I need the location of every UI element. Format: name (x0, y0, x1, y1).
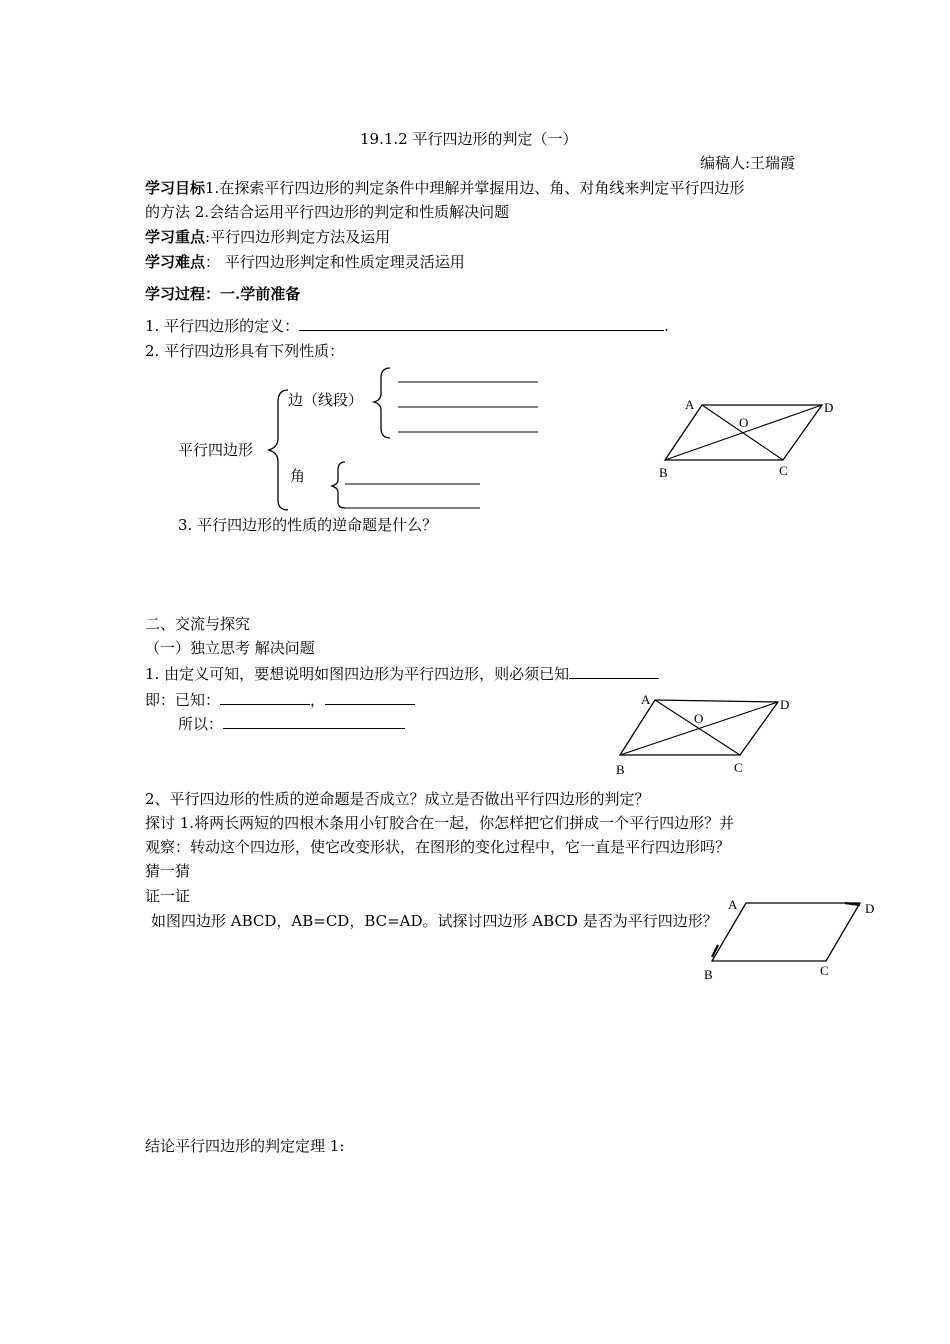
properties-question: 2. 平行四边形具有下列性质： (145, 342, 345, 360)
goals-text-2: 的方法 2.会结合运用平行四边形的判定和性质解决问题 (145, 203, 510, 221)
difficulty-label: 学习难点 (145, 253, 206, 271)
difficulty-text: ： 平行四边形判定和性质定理灵活运用 (205, 253, 465, 271)
vertex-label-c: C (734, 760, 743, 775)
therefore-label: 所以： (178, 715, 224, 733)
center-label-o: O (694, 711, 704, 726)
vertex-label-a: A (728, 897, 738, 912)
parallelogram-figure-2 (610, 690, 800, 782)
tree-side-label: 边（线段） (288, 391, 364, 409)
section-2-sub1: （一）独立思考 解决问题 (145, 639, 315, 657)
converse-question: 3. 平行四边形的性质的逆命题是什么？ (178, 516, 438, 534)
item-1-text: 1. 由定义可知，要想说明如图四边形为平行四边形，则必须已知 (145, 665, 570, 683)
known-label: 即：已知： (145, 691, 221, 709)
definition-label: 1. 平行四边形的定义： (145, 317, 300, 335)
tree-angle-label: 角 (290, 467, 306, 485)
explore-line-2: 观察：转动这个四边形，使它改变形状，在图形的变化过程中，它一直是平行四边形吗？ (145, 838, 731, 856)
focus-label: 学习重点 (145, 228, 206, 246)
process-heading: 学习过程：一.学前准备 (145, 285, 301, 303)
conclusion-label: 结论平行四边形的判定定理 1: (145, 1137, 345, 1155)
section-2-heading: 二、交流与探究 (145, 615, 251, 633)
known-blank-2[interactable] (325, 690, 415, 705)
item-1 (145, 664, 659, 684)
problem-statement: 如图四边形 ABCD，AB=CD，BC=AD。试探讨四边形 ABCD 是否为平行四边形？ (151, 912, 718, 930)
vertex-label-b: B (659, 465, 668, 480)
explore-line-1: 探讨 1.将两长两短的四根木条用小钉胶合在一起，你怎样把它们拼成一个平行四边形？并 (145, 814, 735, 832)
diagonal-bd (665, 405, 822, 460)
parallelogram-figure-1 (655, 395, 835, 485)
focus-text: :平行四边形判定方法及运用 (205, 228, 391, 246)
diagonal-bd (620, 702, 778, 755)
therefore-line (178, 714, 405, 734)
vertex-label-a: A (641, 692, 651, 707)
vertex-label-b: B (704, 967, 713, 982)
diagonal-ac (655, 700, 740, 755)
prove-label: 证一证 (145, 887, 191, 905)
vertex-label-d: D (865, 901, 875, 916)
goals-label: 学习目标 (145, 179, 206, 197)
therefore-blank[interactable] (223, 714, 405, 729)
item-2: 2、平行四边形的性质的逆命题是否成立？成立是否做出平行四边形的判定？ (145, 790, 650, 808)
guess-label: 猜一猜 (145, 862, 191, 880)
definition-period: . (664, 317, 669, 335)
known-blank-1[interactable] (220, 690, 310, 705)
center-label-o: O (739, 415, 749, 430)
item-1-blank[interactable] (569, 664, 659, 679)
editor-line: 编稿人:王瑞霞 (700, 154, 796, 172)
vertex-label-d: D (780, 697, 790, 712)
vertex-label-c: C (820, 963, 829, 978)
vertex-label-b: B (616, 762, 625, 777)
page-title: 19.1.2 平行四边形的判定（一） (360, 130, 578, 148)
known-comma: ， (310, 691, 326, 709)
vertex-label-c: C (779, 463, 788, 478)
quadrilateral-figure-3 (700, 895, 885, 985)
vertex-label-d: D (824, 400, 834, 415)
tree-root-label: 平行四边形 (178, 441, 254, 459)
known-line (145, 690, 415, 710)
goals-text-1: 1.在探索平行四边形的判定条件中理解并掌握用边、角、对角线来判定平行四边形 (205, 179, 745, 197)
vertex-label-a: A (685, 397, 695, 412)
